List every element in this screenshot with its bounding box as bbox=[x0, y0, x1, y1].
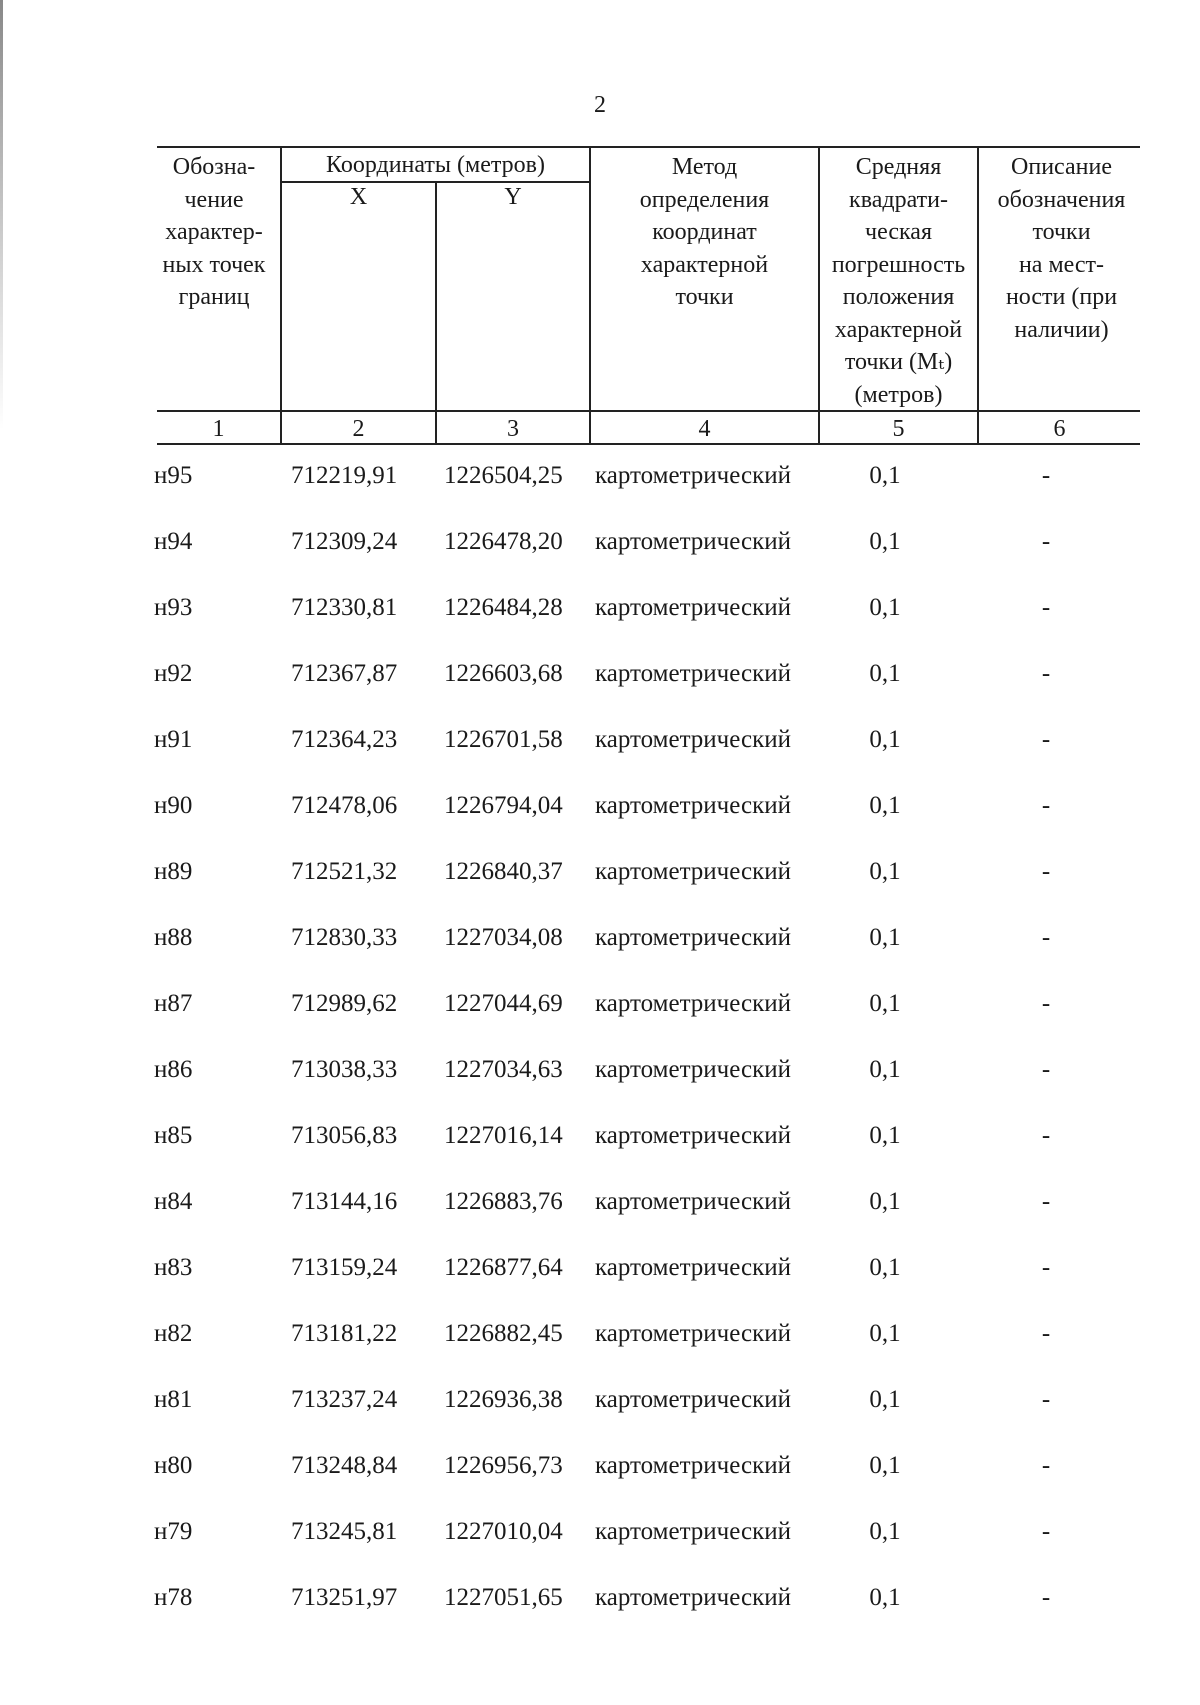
table-top-rule bbox=[157, 146, 1140, 148]
description: - bbox=[1041, 726, 1051, 753]
x-coordinate: 713144,16 bbox=[291, 1188, 398, 1215]
point-label: н91 bbox=[154, 726, 193, 753]
description: - bbox=[1041, 924, 1051, 951]
description: - bbox=[1041, 1452, 1051, 1479]
header-point-designation bbox=[145, 151, 283, 314]
x-coordinate: 712989,62 bbox=[291, 990, 398, 1017]
col-divider-2 bbox=[435, 181, 437, 443]
error-value: 0,1 bbox=[869, 1320, 901, 1347]
y-coordinate: 1227010,04 bbox=[444, 1518, 563, 1545]
header-method-text: Метод определения координат характерной точки bbox=[639, 154, 770, 310]
point-label: н86 bbox=[154, 1056, 193, 1083]
error-value: 0,1 bbox=[869, 1122, 901, 1149]
method: картометрический bbox=[595, 1386, 791, 1413]
point-label: н83 bbox=[154, 1254, 193, 1281]
table-row bbox=[0, 1056, 1200, 1096]
description: - bbox=[1041, 1584, 1051, 1611]
point-label: н88 bbox=[154, 924, 193, 951]
error-value: 0,1 bbox=[869, 1386, 901, 1413]
y-coordinate: 1226936,38 bbox=[444, 1386, 563, 1413]
header-point-designation-text: Обозна- чение характер- ных точек границ bbox=[162, 154, 266, 310]
y-coordinate: 1226794,04 bbox=[444, 792, 563, 819]
y-coordinate: 1226603,68 bbox=[444, 660, 563, 687]
point-label: н85 bbox=[154, 1122, 193, 1149]
method: картометрический bbox=[595, 792, 791, 819]
error-value: 0,1 bbox=[869, 594, 901, 621]
description: - bbox=[1041, 1056, 1051, 1083]
column-number-1: 1 bbox=[212, 416, 225, 442]
description: - bbox=[1041, 1122, 1051, 1149]
method: картометрический bbox=[595, 462, 791, 489]
x-coordinate: 713181,22 bbox=[291, 1320, 398, 1347]
method: картометрический bbox=[595, 1320, 791, 1347]
x-coordinate: 712309,24 bbox=[291, 528, 398, 555]
x-coordinate: 712330,81 bbox=[291, 594, 398, 621]
y-coordinate: 1227044,69 bbox=[444, 990, 563, 1017]
error-value: 0,1 bbox=[869, 1584, 901, 1611]
table-row bbox=[0, 1518, 1200, 1558]
header-y: Y bbox=[504, 184, 522, 210]
description: - bbox=[1041, 528, 1051, 555]
x-coordinate: 712367,87 bbox=[291, 660, 398, 687]
header-coordinates-group: Координаты (метров) bbox=[326, 152, 545, 178]
description: - bbox=[1041, 1254, 1051, 1281]
table-row bbox=[0, 1188, 1200, 1228]
method: картометрический bbox=[595, 858, 791, 885]
y-coordinate: 1226883,76 bbox=[444, 1188, 563, 1215]
point-label: н94 bbox=[154, 528, 193, 555]
description: - bbox=[1041, 594, 1051, 621]
method: картометрический bbox=[595, 594, 791, 621]
error-value: 0,1 bbox=[869, 924, 901, 951]
method: картометрический bbox=[595, 1518, 791, 1545]
point-label: н93 bbox=[154, 594, 193, 621]
table-row bbox=[0, 990, 1200, 1030]
table-row bbox=[0, 726, 1200, 766]
description: - bbox=[1041, 1320, 1051, 1347]
error-value: 0,1 bbox=[869, 660, 901, 687]
method: картометрический bbox=[595, 660, 791, 687]
error-value: 0,1 bbox=[869, 1254, 901, 1281]
x-coordinate: 713251,97 bbox=[291, 1584, 398, 1611]
error-value: 0,1 bbox=[869, 726, 901, 753]
header-mean-square-error-text: Средняя квадрати- ческая погрешность положения характерной точки (Mₜ) (метров) bbox=[831, 154, 966, 408]
description: - bbox=[1041, 462, 1051, 489]
x-coordinate: 713159,24 bbox=[291, 1254, 398, 1281]
y-coordinate: 1226956,73 bbox=[444, 1452, 563, 1479]
point-label: н81 bbox=[154, 1386, 193, 1413]
point-label: н84 bbox=[154, 1188, 193, 1215]
method: картометрический bbox=[595, 1584, 791, 1611]
y-coordinate: 1226840,37 bbox=[444, 858, 563, 885]
table-row bbox=[0, 462, 1200, 502]
error-value: 0,1 bbox=[869, 1452, 901, 1479]
method: картометрический bbox=[595, 1254, 791, 1281]
y-coordinate: 1227051,65 bbox=[444, 1584, 563, 1611]
method: картометрический bbox=[595, 990, 791, 1017]
method: картометрический bbox=[595, 1452, 791, 1479]
x-coordinate: 713038,33 bbox=[291, 1056, 398, 1083]
error-value: 0,1 bbox=[869, 528, 901, 555]
error-value: 0,1 bbox=[869, 792, 901, 819]
error-value: 0,1 bbox=[869, 462, 901, 489]
column-numbers-bottom-rule bbox=[157, 443, 1140, 445]
table-row bbox=[0, 1254, 1200, 1294]
point-label: н89 bbox=[154, 858, 193, 885]
header-bottom-rule bbox=[157, 410, 1140, 412]
scan-edge-shadow bbox=[0, 0, 3, 430]
description: - bbox=[1041, 858, 1051, 885]
description: - bbox=[1041, 792, 1051, 819]
y-coordinate: 1226701,58 bbox=[444, 726, 563, 753]
column-number-4: 4 bbox=[698, 416, 711, 442]
x-coordinate: 712521,32 bbox=[291, 858, 398, 885]
error-value: 0,1 bbox=[869, 1056, 901, 1083]
method: картометрический bbox=[595, 726, 791, 753]
error-value: 0,1 bbox=[869, 1188, 901, 1215]
description: - bbox=[1041, 660, 1051, 687]
table-row bbox=[0, 594, 1200, 634]
table-row bbox=[0, 1452, 1200, 1492]
point-label: н79 bbox=[154, 1518, 193, 1545]
method: картометрический bbox=[595, 924, 791, 951]
header-description-text: Описание обозначения точки на мест- ности (при наличии) bbox=[997, 154, 1126, 343]
x-coordinate: 713237,24 bbox=[291, 1386, 398, 1413]
x-coordinate: 712478,06 bbox=[291, 792, 398, 819]
header-x: X bbox=[349, 184, 368, 210]
x-coordinate: 713056,83 bbox=[291, 1122, 398, 1149]
method: картометрический bbox=[595, 1122, 791, 1149]
point-label: н82 bbox=[154, 1320, 193, 1347]
table-row bbox=[0, 1386, 1200, 1426]
y-coordinate: 1226484,28 bbox=[444, 594, 563, 621]
method: картометрический bbox=[595, 1056, 791, 1083]
table-row bbox=[0, 1584, 1200, 1624]
point-label: н80 bbox=[154, 1452, 193, 1479]
table-row bbox=[0, 924, 1200, 964]
description: - bbox=[1041, 990, 1051, 1017]
column-number-2: 2 bbox=[352, 416, 365, 442]
point-label: н78 bbox=[154, 1584, 193, 1611]
description: - bbox=[1041, 1518, 1051, 1545]
error-value: 0,1 bbox=[869, 1518, 901, 1545]
y-coordinate: 1226882,45 bbox=[444, 1320, 563, 1347]
table-row bbox=[0, 660, 1200, 700]
description: - bbox=[1041, 1188, 1051, 1215]
y-coordinate: 1227034,63 bbox=[444, 1056, 563, 1083]
x-coordinate: 712364,23 bbox=[291, 726, 398, 753]
header-method bbox=[591, 151, 818, 314]
y-coordinate: 1226504,25 bbox=[444, 462, 563, 489]
x-coordinate: 712219,91 bbox=[291, 462, 398, 489]
error-value: 0,1 bbox=[869, 990, 901, 1017]
page-number: 2 bbox=[594, 92, 606, 118]
y-coordinate: 1226877,64 bbox=[444, 1254, 563, 1281]
x-coordinate: 713245,81 bbox=[291, 1518, 398, 1545]
point-label: н92 bbox=[154, 660, 193, 687]
point-label: н87 bbox=[154, 990, 193, 1017]
header-description bbox=[979, 151, 1144, 346]
header-mean-square-error bbox=[820, 151, 977, 411]
y-coordinate: 1227034,08 bbox=[444, 924, 563, 951]
x-coordinate: 712830,33 bbox=[291, 924, 398, 951]
method: картометрический bbox=[595, 528, 791, 555]
column-number-5: 5 bbox=[892, 416, 905, 442]
point-label: н95 bbox=[154, 462, 193, 489]
error-value: 0,1 bbox=[869, 858, 901, 885]
point-label: н90 bbox=[154, 792, 193, 819]
table-row bbox=[0, 528, 1200, 568]
description: - bbox=[1041, 1386, 1051, 1413]
y-coordinate: 1227016,14 bbox=[444, 1122, 563, 1149]
y-coordinate: 1226478,20 bbox=[444, 528, 563, 555]
table-row bbox=[0, 1122, 1200, 1162]
column-number-6: 6 bbox=[1053, 416, 1066, 442]
x-coordinate: 713248,84 bbox=[291, 1452, 398, 1479]
method: картометрический bbox=[595, 1188, 791, 1215]
table-row bbox=[0, 792, 1200, 832]
table-row bbox=[0, 858, 1200, 898]
table-row bbox=[0, 1320, 1200, 1360]
column-number-3: 3 bbox=[507, 416, 519, 442]
